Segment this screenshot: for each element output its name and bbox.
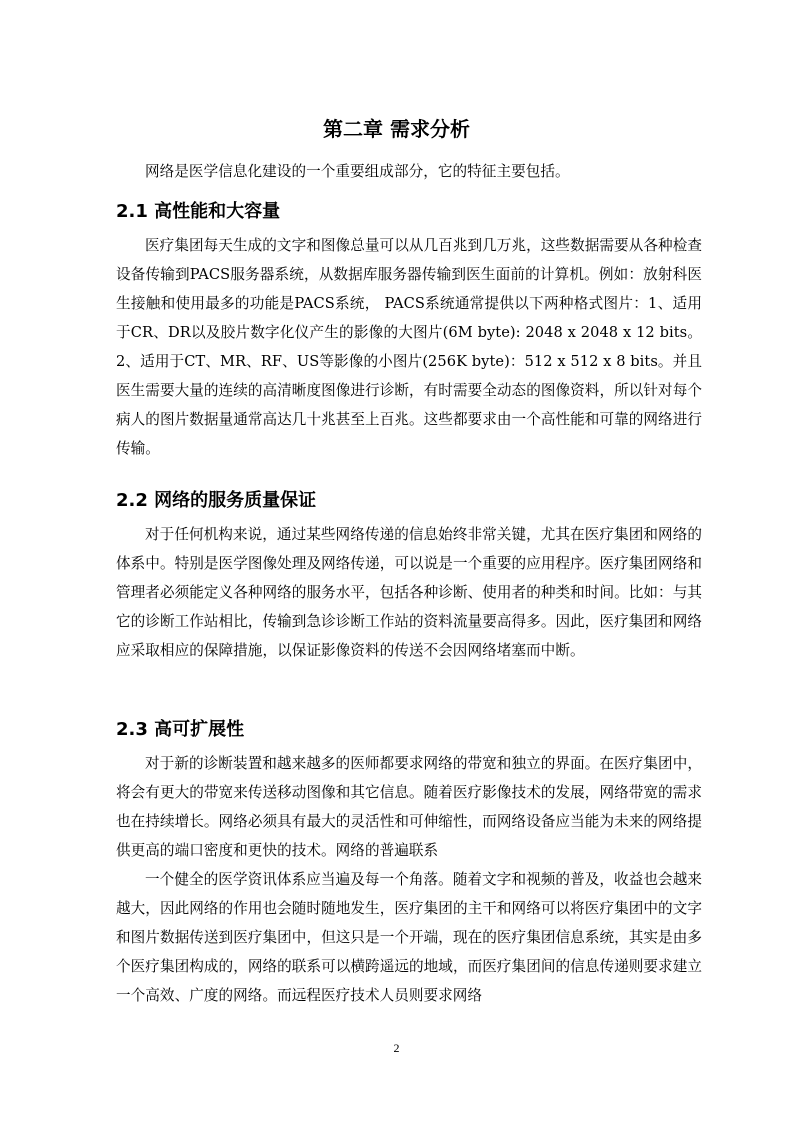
section-2-3-paragraph-2: 一个健全的医学资讯体系应当遍及每一个角落。随着文字和视频的普及，收益也会越来越大，因此网络的作用也会随时随地发生，医疗集团的主干和网络可以将医疗集团中的文字和图片数据传送到医疗集团中，但这只是一个开端，现在的医疗集团信息系统，其实是由多个医疗集团构成的，网络的联系可以横跨遥远的地域，而医疗集团间的信息传递则要求建立一个高效、广度的网络。而远程医疗技术人员则要求网络 bbox=[116, 871, 702, 1004]
chapter-title: 第二章 需求分析 bbox=[323, 117, 470, 141]
section-heading-2-2: 2.2 网络的服务质量保证 bbox=[116, 490, 317, 511]
section-heading-2-1: 2.1 高性能和大容量 bbox=[116, 201, 281, 222]
intro-paragraph: 网络是医学信息化建设的一个重要组成部分，它的特征主要包括。 bbox=[145, 163, 570, 180]
section-heading-2-3: 2.3 高可扩展性 bbox=[116, 719, 245, 740]
section-2-1-paragraph: 医疗集团每天生成的文字和图像总量可以从几百兆到几万兆，这些数据需要从各种检查设备传输到PACS服务器系统，从数据库服务器传输到医生面前的计算机。例如：放射科医生接触和使用最多的功能是PACS系统， PACS系统通常提供以下两种格式图片：1、适用于CR、DR以及胶片数字化仪产生的影像的大图片(6M byte): 2048 x 2048 x 12 bits。2、适用于CT、MR、RF、US等影像的小图片(256K byte)：512 x 512 x 8 bits。并且医生需要大量的连续的高清晰度图像进行诊断，有时需要全动态的图像资料，所以针对每个病人的图片数据量通常高达几十兆甚至上百兆。这些都要求由一个高性能和可靠的网络进行传输。 bbox=[116, 237, 702, 457]
page-number: 2 bbox=[393, 1041, 400, 1055]
section-2-3-paragraph-1: 对于新的诊断装置和越来越多的医师都要求网络的带宽和独立的界面。在医疗集团中，将会有更大的带宽来传送移动图像和其它信息。随着医疗影像技术的发展，网络带宽的需求也在持续增长。网络必须具有最大的灵活性和可伸缩性，而网络设备应当能为未来的网络提供更高的端口密度和更快的技术。网络的普遍联系 bbox=[116, 755, 702, 859]
section-2-2-paragraph: 对于任何机构来说，通过某些网络传递的信息始终非常关键，尤其在医疗集团和网络的体系中。特别是医学图像处理及网络传递，可以说是一个重要的应用程序。医疗集团网络和管理者必须能定义各种网络的服务水平，包括各种诊断、使用者的种类和时间。比如：与其它的诊断工作站相比，传输到急诊诊断工作站的资料流量要高得多。因此，医疗集团和网络应采取相应的保障措施，以保证影像资料的传送不会因网络堵塞而中断。 bbox=[116, 526, 702, 659]
